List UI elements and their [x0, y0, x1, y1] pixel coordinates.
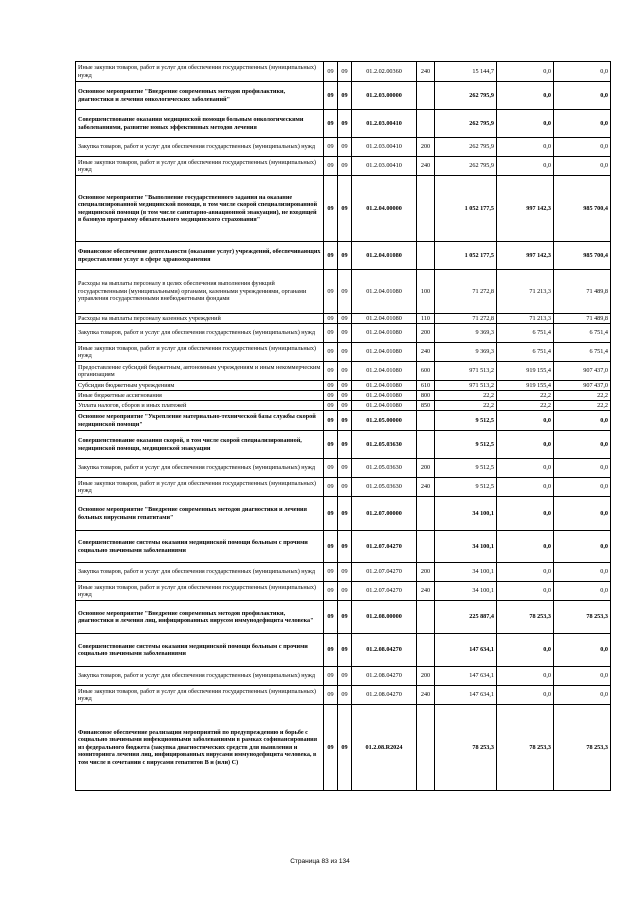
amount-year-3-cell: 0,0	[554, 531, 611, 563]
table-row	[76, 431, 611, 459]
expense-type-cell: 240	[417, 343, 435, 362]
target-article-cell: 01.2.04.01080	[352, 401, 417, 411]
row-name-cell: Совершенствование системы оказания медицинской помощи больным с прочими социально значимыми заболеваниями	[76, 634, 324, 667]
amount-year-3-cell: 71 489,8	[554, 314, 611, 324]
amount-year-3-cell: 0,0	[554, 110, 611, 138]
table-row	[76, 391, 611, 401]
amount-year-2-cell: 0,0	[497, 411, 554, 431]
amount-year-1-cell: 262 795,9	[435, 82, 497, 110]
table-row	[76, 62, 611, 82]
target-article-cell: 01.2.04.01080	[352, 314, 417, 324]
subsection-code-cell: 09	[338, 270, 352, 314]
row-name-cell: Предоставление субсидий бюджетным, автономным учреждениям и иным некоммерческим организациям	[76, 362, 324, 381]
table-row	[76, 314, 611, 324]
section-code-cell: 09	[324, 411, 338, 431]
row-name-cell: Основное мероприятие "Укрепление материально-технической базы службы скорой медицинской помощи"	[76, 411, 324, 431]
expense-type-cell: 240	[417, 62, 435, 82]
row-name-cell: Закупка товаров, работ и услуг для обеспечения государственных (муниципальных) нужд	[76, 563, 324, 582]
amount-year-1-cell: 78 253,3	[435, 705, 497, 791]
amount-year-1-cell: 225 887,4	[435, 601, 497, 634]
table-body	[76, 62, 611, 791]
target-article-cell: 01.2.04.01080	[352, 362, 417, 381]
amount-year-3-cell: 0,0	[554, 686, 611, 705]
target-article-cell: 01.2.04.01080	[352, 381, 417, 391]
amount-year-3-cell: 0,0	[554, 82, 611, 110]
amount-year-3-cell: 6 751,4	[554, 343, 611, 362]
target-article-cell: 01.2.07.04270	[352, 563, 417, 582]
amount-year-1-cell: 147 634,1	[435, 634, 497, 667]
target-article-cell: 01.2.04.01080	[352, 270, 417, 314]
expense-type-cell: 800	[417, 391, 435, 401]
amount-year-2-cell: 78 253,3	[497, 601, 554, 634]
budget-table	[75, 61, 611, 791]
target-article-cell: 01.2.07.04270	[352, 531, 417, 563]
subsection-code-cell: 09	[338, 324, 352, 343]
target-article-cell: 01.2.03.00410	[352, 138, 417, 157]
subsection-code-cell: 09	[338, 705, 352, 791]
amount-year-1-cell: 147 634,1	[435, 667, 497, 686]
table-row	[76, 343, 611, 362]
amount-year-2-cell: 997 142,3	[497, 176, 554, 242]
target-article-cell: 01.2.03.00410	[352, 110, 417, 138]
subsection-code-cell: 09	[338, 242, 352, 270]
expense-type-cell: 850	[417, 401, 435, 411]
amount-year-3-cell: 0,0	[554, 411, 611, 431]
table-row	[76, 563, 611, 582]
expense-type-cell: 600	[417, 362, 435, 381]
target-article-cell: 01.2.08.04270	[352, 634, 417, 667]
subsection-code-cell: 09	[338, 601, 352, 634]
table-row	[76, 459, 611, 478]
table-row	[76, 601, 611, 634]
section-code-cell: 09	[324, 362, 338, 381]
subsection-code-cell: 09	[338, 362, 352, 381]
table-row	[76, 138, 611, 157]
row-name-cell: Иные бюджетные ассигнования	[76, 391, 324, 401]
target-article-cell: 01.2.04.01080	[352, 324, 417, 343]
expense-type-cell	[417, 531, 435, 563]
amount-year-3-cell: 0,0	[554, 157, 611, 176]
amount-year-1-cell: 71 272,8	[435, 270, 497, 314]
subsection-code-cell: 09	[338, 391, 352, 401]
amount-year-2-cell: 22,2	[497, 401, 554, 411]
amount-year-2-cell: 919 155,4	[497, 362, 554, 381]
subsection-code-cell: 09	[338, 82, 352, 110]
table-row	[76, 686, 611, 705]
amount-year-3-cell: 985 700,4	[554, 176, 611, 242]
section-code-cell: 09	[324, 157, 338, 176]
amount-year-2-cell: 0,0	[497, 157, 554, 176]
amount-year-3-cell: 0,0	[554, 62, 611, 82]
table-row	[76, 478, 611, 497]
row-name-cell: Финансовое обеспечение деятельности (оказание услуг) учреждений, обеспечивающих предоставление услуг в сфере здравоохранения	[76, 242, 324, 270]
target-article-cell: 01.2.05.03630	[352, 431, 417, 459]
expense-type-cell: 240	[417, 478, 435, 497]
amount-year-1-cell: 9 512,5	[435, 431, 497, 459]
expense-type-cell	[417, 497, 435, 531]
row-name-cell: Иные закупки товаров, работ и услуг для обеспечения государственных (муниципальных) нужд	[76, 686, 324, 705]
amount-year-1-cell: 22,2	[435, 391, 497, 401]
expense-type-cell	[417, 82, 435, 110]
table-row	[76, 324, 611, 343]
table-row	[76, 634, 611, 667]
amount-year-2-cell: 0,0	[497, 431, 554, 459]
amount-year-2-cell: 0,0	[497, 110, 554, 138]
expense-type-cell: 240	[417, 686, 435, 705]
amount-year-3-cell: 78 253,3	[554, 601, 611, 634]
row-name-cell: Закупка товаров, работ и услуг для обеспечения государственных (муниципальных) нужд	[76, 324, 324, 343]
row-name-cell: Расходы на выплаты персоналу в целях обеспечения выполнения функций государственными (муниципальными) органами, казенными учреждениями, органами управления государственными внебюджетными фондами	[76, 270, 324, 314]
section-code-cell: 09	[324, 324, 338, 343]
amount-year-2-cell: 0,0	[497, 667, 554, 686]
section-code-cell: 09	[324, 497, 338, 531]
expense-type-cell: 200	[417, 324, 435, 343]
amount-year-1-cell: 34 100,1	[435, 497, 497, 531]
amount-year-1-cell: 971 513,2	[435, 381, 497, 391]
expense-type-cell	[417, 176, 435, 242]
amount-year-2-cell: 997 142,3	[497, 242, 554, 270]
target-article-cell: 01.2.04.01080	[352, 343, 417, 362]
amount-year-2-cell: 0,0	[497, 478, 554, 497]
amount-year-3-cell: 22,2	[554, 401, 611, 411]
amount-year-2-cell: 71 213,3	[497, 270, 554, 314]
amount-year-1-cell: 147 634,1	[435, 686, 497, 705]
section-code-cell: 09	[324, 270, 338, 314]
table-row	[76, 82, 611, 110]
amount-year-1-cell: 1 052 177,5	[435, 176, 497, 242]
amount-year-2-cell: 0,0	[497, 459, 554, 478]
section-code-cell: 09	[324, 601, 338, 634]
amount-year-1-cell: 34 100,1	[435, 582, 497, 601]
expense-type-cell: 200	[417, 138, 435, 157]
subsection-code-cell: 09	[338, 381, 352, 391]
expense-type-cell: 610	[417, 381, 435, 391]
amount-year-3-cell: 907 437,0	[554, 381, 611, 391]
amount-year-1-cell: 9 512,5	[435, 459, 497, 478]
subsection-code-cell: 09	[338, 314, 352, 324]
amount-year-3-cell: 22,2	[554, 391, 611, 401]
row-name-cell: Совершенствование оказания скорой, в том числе скорой специализированной, медицинской помощи, медицинской эвакуации	[76, 431, 324, 459]
table-row	[76, 582, 611, 601]
amount-year-3-cell: 6 751,4	[554, 324, 611, 343]
amount-year-2-cell: 6 751,4	[497, 343, 554, 362]
section-code-cell: 09	[324, 138, 338, 157]
target-article-cell: 01.2.04.00000	[352, 176, 417, 242]
row-name-cell: Закупка товаров, работ и услуг для обеспечения государственных (муниципальных) нужд	[76, 667, 324, 686]
row-name-cell: Закупка товаров, работ и услуг для обеспечения государственных (муниципальных) нужд	[76, 459, 324, 478]
target-article-cell: 01.2.04.01080	[352, 242, 417, 270]
amount-year-3-cell: 0,0	[554, 497, 611, 531]
amount-year-2-cell: 78 253,3	[497, 705, 554, 791]
subsection-code-cell: 09	[338, 686, 352, 705]
subsection-code-cell: 09	[338, 411, 352, 431]
expense-type-cell	[417, 110, 435, 138]
section-code-cell: 09	[324, 176, 338, 242]
expense-type-cell	[417, 634, 435, 667]
target-article-cell: 01.2.05.00000	[352, 411, 417, 431]
target-article-cell: 01.2.02.00360	[352, 62, 417, 82]
amount-year-2-cell: 0,0	[497, 138, 554, 157]
table-row	[76, 110, 611, 138]
target-article-cell: 01.2.08.R2024	[352, 705, 417, 791]
amount-year-1-cell: 34 100,1	[435, 531, 497, 563]
table-row	[76, 270, 611, 314]
amount-year-2-cell: 0,0	[497, 497, 554, 531]
row-name-cell: Закупка товаров, работ и услуг для обеспечения государственных (муниципальных) нужд	[76, 138, 324, 157]
amount-year-3-cell: 71 489,8	[554, 270, 611, 314]
section-code-cell: 09	[324, 563, 338, 582]
amount-year-2-cell: 0,0	[497, 563, 554, 582]
table-row	[76, 411, 611, 431]
subsection-code-cell: 09	[338, 138, 352, 157]
subsection-code-cell: 09	[338, 157, 352, 176]
row-name-cell: Иные закупки товаров, работ и услуг для обеспечения государственных (муниципальных) нужд	[76, 62, 324, 82]
table-row	[76, 401, 611, 411]
table-row	[76, 157, 611, 176]
amount-year-2-cell: 0,0	[497, 582, 554, 601]
subsection-code-cell: 09	[338, 563, 352, 582]
row-name-cell: Расходы на выплаты персоналу казенных учреждений	[76, 314, 324, 324]
subsection-code-cell: 09	[338, 634, 352, 667]
amount-year-1-cell: 9 512,5	[435, 411, 497, 431]
target-article-cell: 01.2.07.00000	[352, 497, 417, 531]
amount-year-2-cell: 919 155,4	[497, 381, 554, 391]
expense-type-cell: 200	[417, 459, 435, 478]
row-name-cell: Совершенствование системы оказания медицинской помощи больным с прочими социально значимыми заболеваниями	[76, 531, 324, 563]
table-row	[76, 362, 611, 381]
row-name-cell: Финансовое обеспечение реализации мероприятий по предупреждению и борьбе с социально значимыми инфекционными заболеваниями в рамках софинансирования из федерального бюджета (закупка диагностических средств для выявления и мониторинга лечения лиц, инфицированных вирусами иммунодефицита человека, в том числе в сочетании с вирусами гепатитов В и (или) С)	[76, 705, 324, 791]
expense-type-cell	[417, 431, 435, 459]
amount-year-2-cell: 0,0	[497, 62, 554, 82]
amount-year-1-cell: 34 100,1	[435, 563, 497, 582]
subsection-code-cell: 09	[338, 401, 352, 411]
target-article-cell: 01.2.05.03630	[352, 478, 417, 497]
amount-year-1-cell: 262 795,9	[435, 138, 497, 157]
table-row	[76, 381, 611, 391]
section-code-cell: 09	[324, 582, 338, 601]
section-code-cell: 09	[324, 478, 338, 497]
subsection-code-cell: 09	[338, 667, 352, 686]
subsection-code-cell: 09	[338, 478, 352, 497]
page-number: Страница 83 из 134	[290, 858, 350, 865]
table-row	[76, 667, 611, 686]
target-article-cell: 01.2.08.00000	[352, 601, 417, 634]
amount-year-3-cell: 0,0	[554, 582, 611, 601]
expense-type-cell: 240	[417, 582, 435, 601]
amount-year-3-cell: 0,0	[554, 563, 611, 582]
table-row	[76, 705, 611, 791]
expense-type-cell	[417, 242, 435, 270]
expense-type-cell: 110	[417, 314, 435, 324]
amount-year-1-cell: 262 795,9	[435, 157, 497, 176]
amount-year-2-cell: 22,2	[497, 391, 554, 401]
target-article-cell: 01.2.03.00410	[352, 157, 417, 176]
amount-year-1-cell: 9 512,5	[435, 478, 497, 497]
amount-year-1-cell: 71 272,8	[435, 314, 497, 324]
section-code-cell: 09	[324, 242, 338, 270]
section-code-cell: 09	[324, 705, 338, 791]
section-code-cell: 09	[324, 381, 338, 391]
section-code-cell: 09	[324, 401, 338, 411]
row-name-cell: Иные закупки товаров, работ и услуг для обеспечения государственных (муниципальных) нужд	[76, 343, 324, 362]
amount-year-2-cell: 0,0	[497, 531, 554, 563]
expense-type-cell: 200	[417, 667, 435, 686]
amount-year-3-cell: 78 253,3	[554, 705, 611, 791]
section-code-cell: 09	[324, 82, 338, 110]
amount-year-1-cell: 15 144,7	[435, 62, 497, 82]
expense-type-cell: 200	[417, 563, 435, 582]
target-article-cell: 01.2.08.04270	[352, 667, 417, 686]
amount-year-2-cell: 0,0	[497, 686, 554, 705]
expense-type-cell	[417, 601, 435, 634]
target-article-cell: 01.2.07.04270	[352, 582, 417, 601]
amount-year-1-cell: 262 795,9	[435, 110, 497, 138]
row-name-cell: Субсидии бюджетным учреждениям	[76, 381, 324, 391]
subsection-code-cell: 09	[338, 497, 352, 531]
row-name-cell: Совершенствование оказания медицинской помощи больным онкологическими заболеваниями, развитие новых эффективных методов лечения	[76, 110, 324, 138]
amount-year-3-cell: 907 437,0	[554, 362, 611, 381]
subsection-code-cell: 09	[338, 176, 352, 242]
table-row	[76, 242, 611, 270]
row-name-cell: Основное мероприятие "Внедрение современных методов профилактики, диагностики и лечения онкологических заболеваний"	[76, 82, 324, 110]
subsection-code-cell: 09	[338, 431, 352, 459]
amount-year-1-cell: 971 513,2	[435, 362, 497, 381]
section-code-cell: 09	[324, 686, 338, 705]
section-code-cell: 09	[324, 343, 338, 362]
section-code-cell: 09	[324, 431, 338, 459]
section-code-cell: 09	[324, 531, 338, 563]
amount-year-1-cell: 22,2	[435, 401, 497, 411]
table-row	[76, 497, 611, 531]
subsection-code-cell: 09	[338, 343, 352, 362]
subsection-code-cell: 09	[338, 459, 352, 478]
amount-year-3-cell: 0,0	[554, 459, 611, 478]
expense-type-cell: 240	[417, 157, 435, 176]
section-code-cell: 09	[324, 314, 338, 324]
subsection-code-cell: 09	[338, 62, 352, 82]
amount-year-2-cell: 0,0	[497, 634, 554, 667]
subsection-code-cell: 09	[338, 531, 352, 563]
table-row	[76, 176, 611, 242]
subsection-code-cell: 09	[338, 582, 352, 601]
amount-year-3-cell: 0,0	[554, 634, 611, 667]
target-article-cell: 01.2.04.01080	[352, 391, 417, 401]
amount-year-3-cell: 0,0	[554, 667, 611, 686]
amount-year-1-cell: 9 369,3	[435, 324, 497, 343]
section-code-cell: 09	[324, 634, 338, 667]
section-code-cell: 09	[324, 62, 338, 82]
row-name-cell: Иные закупки товаров, работ и услуг для обеспечения государственных (муниципальных) нужд	[76, 157, 324, 176]
section-code-cell: 09	[324, 667, 338, 686]
table-row	[76, 531, 611, 563]
section-code-cell: 09	[324, 391, 338, 401]
amount-year-3-cell: 0,0	[554, 138, 611, 157]
section-code-cell: 09	[324, 110, 338, 138]
amount-year-3-cell: 0,0	[554, 478, 611, 497]
expense-type-cell: 100	[417, 270, 435, 314]
target-article-cell: 01.2.05.03630	[352, 459, 417, 478]
subsection-code-cell: 09	[338, 110, 352, 138]
row-name-cell: Основное мероприятие "Внедрение современных методов диагностики и лечения больных вирусными гепатитами"	[76, 497, 324, 531]
expense-type-cell	[417, 411, 435, 431]
row-name-cell: Основное мероприятие "Внедрение современных методов профилактики, диагностики и лечения лиц, инфицированных вирусом иммунодефицита человека"	[76, 601, 324, 634]
amount-year-1-cell: 1 052 177,5	[435, 242, 497, 270]
row-name-cell: Основное мероприятие "Выполнение государственного задания на оказание специализированной медицинской помощи, в том числе скорой специализированной медицинской помощи (в том числе санитарно-авиационной эвакуации), не входящей в базовую программу обязательного медицинского страхования"	[76, 176, 324, 242]
section-code-cell: 09	[324, 459, 338, 478]
amount-year-3-cell: 0,0	[554, 431, 611, 459]
target-article-cell: 01.2.08.04270	[352, 686, 417, 705]
amount-year-2-cell: 0,0	[497, 82, 554, 110]
amount-year-2-cell: 6 751,4	[497, 324, 554, 343]
target-article-cell: 01.2.03.00000	[352, 82, 417, 110]
expense-type-cell	[417, 705, 435, 791]
amount-year-2-cell: 71 213,3	[497, 314, 554, 324]
row-name-cell: Иные закупки товаров, работ и услуг для обеспечения государственных (муниципальных) нужд	[76, 582, 324, 601]
amount-year-1-cell: 9 369,3	[435, 343, 497, 362]
amount-year-3-cell: 985 700,4	[554, 242, 611, 270]
row-name-cell: Иные закупки товаров, работ и услуг для обеспечения государственных (муниципальных) нужд	[76, 478, 324, 497]
row-name-cell: Уплата налогов, сборов и иных платежей	[76, 401, 324, 411]
